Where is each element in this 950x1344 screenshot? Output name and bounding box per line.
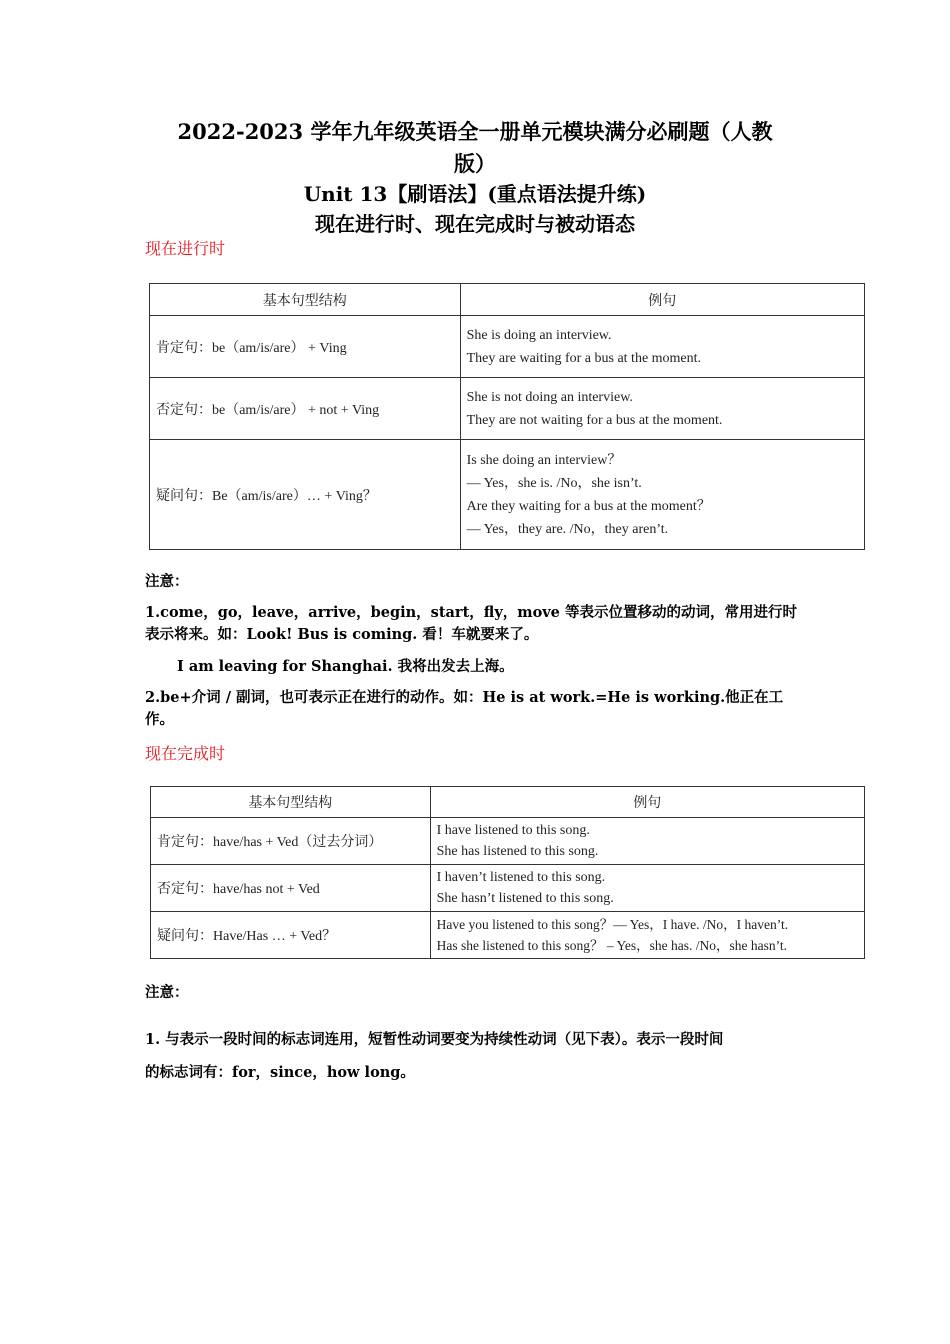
table-row (151, 865, 865, 912)
structure-cell: 否定句：be（am/is/are） + not + Ving (150, 378, 461, 440)
note-label: 注意： (145, 573, 189, 590)
structure-cell: 肯定句：have/has + Ved（过去分词） (151, 818, 431, 865)
column-header: 例句 (460, 284, 864, 316)
column-header: 基本句型结构 (150, 284, 461, 316)
table-header-row (150, 284, 865, 316)
structure-cell: 否定句：have/has not + Ved (151, 865, 431, 912)
column-header: 基本句型结构 (151, 787, 431, 818)
example-cell: Have you listened to this song？— Yes，I have. /No，I haven’t. Has she listened to this song？ – Yes，she has. /No，she hasn’t. (430, 912, 864, 959)
note-paragraph: 1.come，go，leave，arrive，begin，start，fly，move 等表示位置移动的动词，常用进行时 表示将来。如：Look! Bus is coming. 看！车就要来了。 (145, 604, 797, 643)
section-heading-present-continuous: 现在进行时 (145, 239, 226, 258)
topic-title: 现在进行时、现在完成时与被动语态 (315, 212, 635, 236)
example-cell: She is not doing an interview. They are not waiting for a bus at the moment. (460, 378, 864, 440)
example-cell: I haven’t listened to this song. She hasn’t listened to this song. (430, 865, 864, 912)
note-label: 注意： (145, 984, 189, 1001)
structure-cell: 疑问句：Be（am/is/are）… + Ving？ (150, 440, 461, 550)
table-row (151, 818, 865, 865)
note-example: I am leaving for Shanghai. 我将出发去上海。 (177, 658, 514, 675)
example-cell: Is she doing an interview？ — Yes，she is. /No，she isn’t. Are they waiting for a bus at the moment？ — Yes，they are. /No，they aren’t. (460, 440, 864, 550)
example-cell: I have listened to this song. She has listened to this song. (430, 818, 864, 865)
table-row (151, 912, 865, 959)
unit-title: Unit 13【刷语法】(重点语法提升练) (303, 182, 647, 206)
example-cell: She is doing an interview. They are waiting for a bus at the moment. (460, 316, 864, 378)
present-perfect-table (150, 786, 865, 959)
document-title: 2022-2023 学年九年级英语全一册单元模块满分必刷题（人教 版） (177, 119, 773, 176)
note-paragraph: 1. 与表示一段时间的标志词连用，短暂性动词要变为持续性动词（见下表）。表示一段时间 的标志词有：for，since，how long。 (145, 1031, 724, 1081)
structure-cell: 疑问句：Have/Has … + Ved？ (151, 912, 431, 959)
structure-cell: 肯定句：be（am/is/are） + Ving (150, 316, 461, 378)
section-heading-present-perfect: 现在完成时 (145, 744, 226, 763)
column-header: 例句 (430, 787, 864, 818)
table-row (150, 316, 865, 378)
table-row (150, 440, 865, 550)
present-continuous-table (149, 283, 865, 550)
table-row (150, 378, 865, 440)
note-paragraph: 2.be+介词 / 副词，也可表示正在进行的动作。如：He is at work.=He is working.他正在工 作。 (145, 689, 784, 728)
table-header-row (151, 787, 865, 818)
